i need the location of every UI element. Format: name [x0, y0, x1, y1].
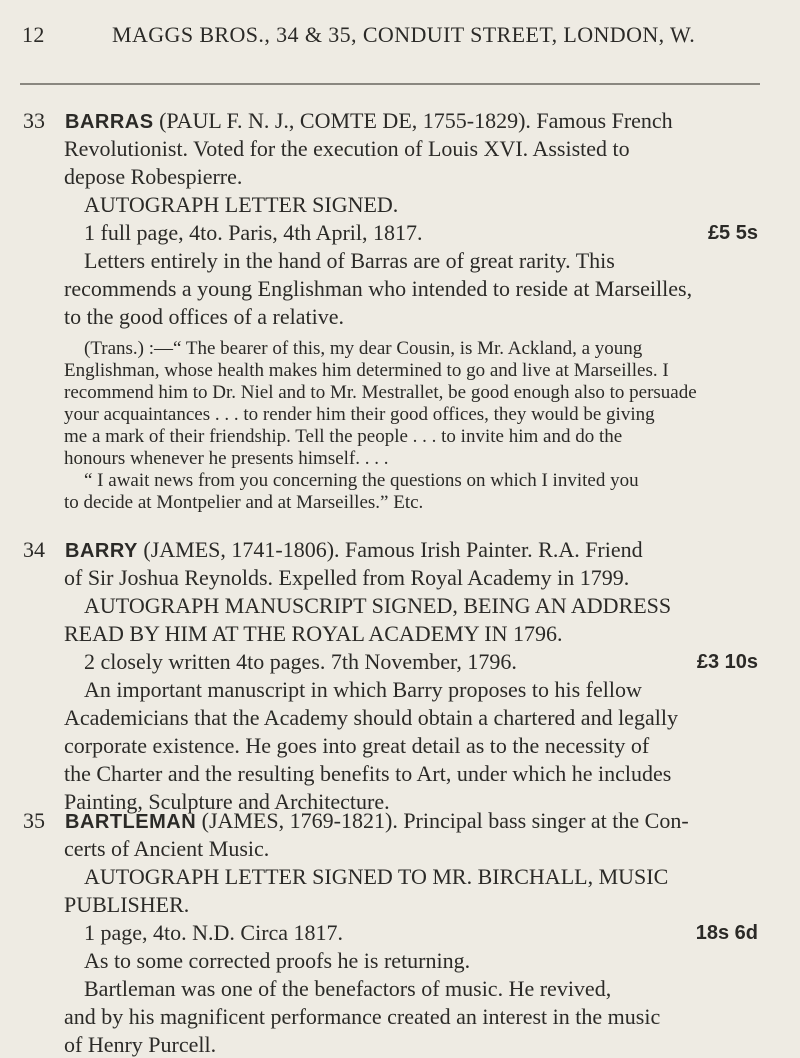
translation-line: your acquaintances . . . to render him their good offices, they would be giving — [64, 404, 655, 425]
lot-description: Academicians that the Academy should obtain a chartered and legally — [64, 705, 678, 730]
translation-line: recommend him to Dr. Niel and to Mr. Mestrallet, be good enough also to persuade — [64, 382, 697, 403]
lot-description: to the good offices of a relative. — [64, 304, 344, 329]
lot-price: 18s 6d — [695, 922, 758, 944]
lot-description: recommends a young Englishman who intended to reside at Marseilles, — [64, 276, 693, 301]
lot-description: the Charter and the resulting benefits to Art, under which he includes — [64, 761, 672, 786]
lot-heading: PUBLISHER. — [64, 892, 190, 917]
lot-price: £3 10s — [696, 651, 758, 673]
lot-description: corporate existence. He goes into great detail as to the necessity of — [64, 733, 650, 758]
translation-line: “ I await news from you concerning the questions on which I invited you — [84, 470, 639, 491]
lot-subtitle-line: depose Robespierre. — [64, 164, 243, 189]
page-header — [22, 14, 762, 54]
lot-heading: AUTOGRAPH MANUSCRIPT SIGNED, BEING AN ADDRESS — [84, 593, 672, 618]
translation-line: to decide at Montpelier and at Marseilles.” Etc. — [64, 492, 424, 513]
lot-title-line — [65, 537, 643, 564]
lot-collation: 1 full page, 4to. Paris, 4th April, 1817. — [84, 220, 423, 245]
lot-price: £5 5s — [707, 222, 758, 244]
lot-title-line — [65, 108, 673, 135]
lot-title-rest: (PAUL F. N. J., COMTE DE, 1755-1829). Famous French — [159, 108, 673, 133]
lot-heading: READ BY HIM AT THE ROYAL ACADEMY IN 1796. — [64, 621, 563, 646]
lot-heading: AUTOGRAPH LETTER SIGNED. — [84, 192, 399, 217]
translation-line: me a mark of their friendship. Tell the people . . . to invite him and do the — [64, 426, 623, 447]
lot-number: 34 — [23, 537, 45, 562]
lot-collation: 2 closely written 4to pages. 7th November, 1796. — [84, 649, 517, 674]
lot-description: Letters entirely in the hand of Barras are of great rarity. This — [84, 248, 615, 273]
lot-name: BARRY — [65, 540, 138, 562]
lot-subtitle-line: Revolutionist. Voted for the execution of Louis XVI. Assisted to — [64, 136, 630, 161]
translation-line: honours whenever he presents himself. . . . — [64, 448, 389, 469]
lot-description: An important manuscript in which Barry proposes to his fellow — [84, 677, 642, 702]
lot-title-line — [65, 808, 689, 835]
lot-description: of Henry Purcell. — [64, 1032, 217, 1057]
translation-line: (Trans.) :—“ The bearer of this, my dear Cousin, is Mr. Ackland, a young — [84, 338, 643, 359]
lot-name: BARTLEMAN — [65, 811, 197, 833]
lot-description: As to some corrected proofs he is returning. — [84, 948, 471, 973]
lot-number: 33 — [23, 108, 45, 133]
lot-subtitle-line: certs of Ancient Music. — [64, 836, 270, 861]
lot-collation: 1 page, 4to. N.D. Circa 1817. — [84, 920, 344, 945]
lot-description: Painting, Sculpture and Architecture. — [64, 789, 390, 814]
page-number: 12 — [22, 22, 45, 47]
lot-description: Bartleman was one of the benefactors of music. He revived, — [84, 976, 612, 1001]
header-rule — [20, 83, 760, 85]
lot-name: BARRAS — [65, 111, 154, 133]
running-head: MAGGS BROS., 34 & 35, CONDUIT STREET, LONDON, W. — [112, 22, 696, 47]
translation-line: Englishman, whose health makes him determined to go and live at Marseilles. I — [64, 360, 669, 381]
lot-subtitle-line: of Sir Joshua Reynolds. Expelled from Royal Academy in 1799. — [64, 565, 630, 590]
lot-description: and by his magnificent performance created an interest in the music — [64, 1004, 661, 1029]
lot-title-rest: (JAMES, 1741-1806). Famous Irish Painter. R.A. Friend — [143, 537, 643, 562]
lot-number: 35 — [23, 808, 45, 833]
lot-heading: AUTOGRAPH LETTER SIGNED TO MR. BIRCHALL, MUSIC — [84, 864, 669, 889]
lot-title-rest: (JAMES, 1769-1821). Principal bass singer at the Con- — [201, 808, 689, 833]
